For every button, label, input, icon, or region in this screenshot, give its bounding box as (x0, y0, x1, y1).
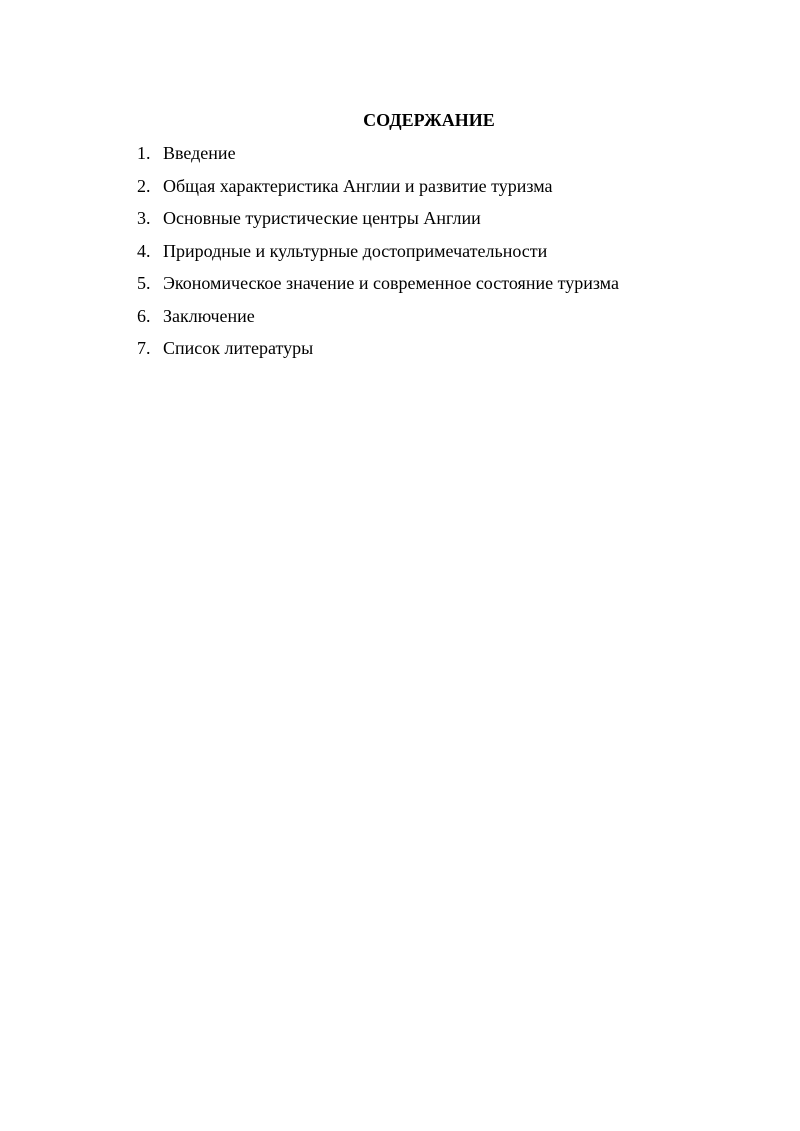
toc-item-text: Природные и культурные достопримечательности (163, 240, 548, 261)
toc-item-number: 1. (137, 143, 151, 163)
toc-item-number: 4. (137, 240, 151, 261)
toc-item-2 (137, 175, 619, 208)
toc-item-text: Общая характеристика Англии и развитие туризма (163, 175, 553, 196)
toc-item-6 (137, 305, 619, 338)
toc-item-text: Введение (163, 143, 236, 163)
toc-item-5 (137, 272, 619, 305)
toc-item-number: 7. (137, 338, 151, 358)
toc-item-1 (137, 142, 619, 175)
toc-list (137, 142, 619, 370)
toc-item-text: Основные туристические центры Англии (163, 208, 481, 228)
toc-item-text: Заключение (163, 305, 255, 326)
toc-heading: СОДЕРЖАНИЕ (363, 110, 495, 130)
toc-item-4 (137, 240, 619, 273)
toc-item-number: 6. (137, 305, 151, 326)
toc-item-text: Список литературы (163, 338, 314, 358)
toc-item-7 (137, 337, 619, 370)
toc-item-text: Экономическое значение и современное состояние туризма (163, 273, 619, 293)
toc-item-number: 5. (137, 273, 151, 293)
toc-item-number: 2. (137, 175, 151, 196)
toc-item-3 (137, 207, 619, 240)
toc-item-number: 3. (137, 208, 151, 228)
